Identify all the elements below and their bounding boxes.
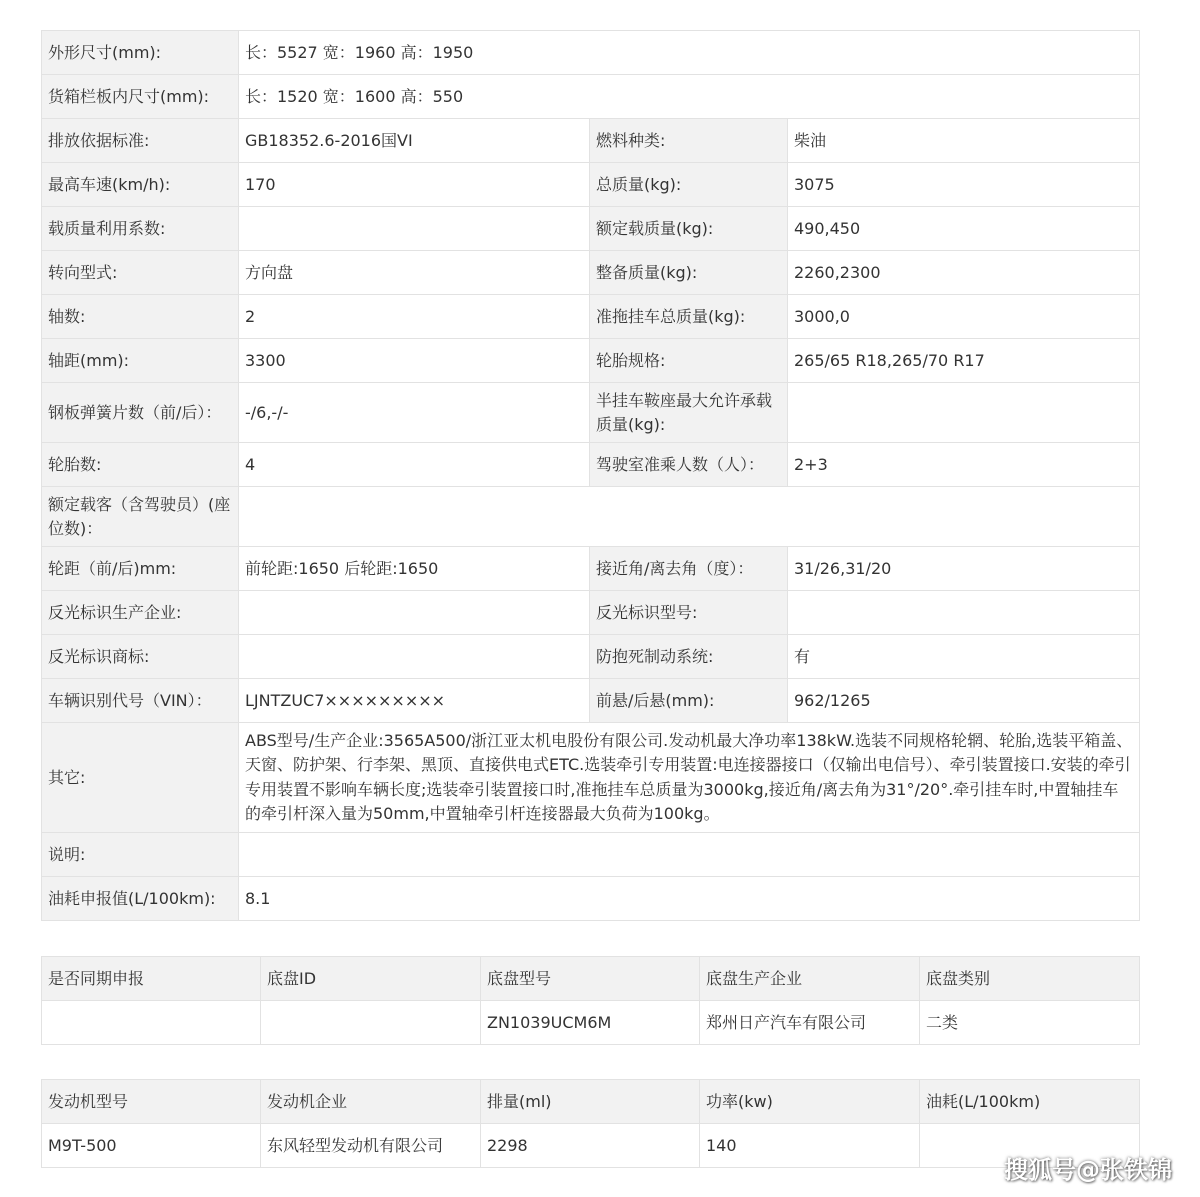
spec-value: 3300 [239, 339, 590, 383]
spec-value: 长：5527 宽：1960 高：1950 [239, 31, 1140, 75]
spec-label: 额定载质量(kg): [590, 207, 788, 251]
spec-row [42, 339, 1140, 383]
chassis-data-cell: 郑州日产汽车有限公司 [700, 1001, 920, 1045]
spec-value: 前轮距:1650 后轮距:1650 [239, 547, 590, 591]
spec-label: 货箱栏板内尺寸(mm): [42, 75, 239, 119]
spec-row [42, 679, 1140, 723]
spec-label: 说明: [42, 833, 239, 877]
chassis-data-cell [42, 1001, 261, 1045]
spec-label: 外形尺寸(mm): [42, 31, 239, 75]
spec-value: 170 [239, 163, 590, 207]
spec-row [42, 251, 1140, 295]
spec-value [239, 207, 590, 251]
spec-label: 半挂车鞍座最大允许承载质量(kg): [590, 383, 788, 443]
spec-label: 轮胎规格: [590, 339, 788, 383]
chassis-table [41, 956, 1140, 1045]
engine-header-cell: 排量(ml) [481, 1080, 700, 1124]
spec-label: 轴距(mm): [42, 339, 239, 383]
engine-header-row [42, 1080, 1140, 1124]
spec-label: 准拖挂车总质量(kg): [590, 295, 788, 339]
spec-value: 265/65 R18,265/70 R17 [788, 339, 1140, 383]
chassis-data-row [42, 1001, 1140, 1045]
spec-label: 前悬/后悬(mm): [590, 679, 788, 723]
chassis-header-cell: 是否同期申报 [42, 957, 261, 1001]
spec-value [239, 833, 1140, 877]
chassis-data-cell: 二类 [920, 1001, 1140, 1045]
spec-row [42, 163, 1140, 207]
spec-row [42, 487, 1140, 547]
chassis-header-cell: 底盘类别 [920, 957, 1140, 1001]
chassis-header-cell: 底盘生产企业 [700, 957, 920, 1001]
spec-row [42, 833, 1140, 877]
spec-row [42, 591, 1140, 635]
spec-label: 其它: [42, 723, 239, 833]
spec-row [42, 295, 1140, 339]
spec-label: 反光标识商标: [42, 635, 239, 679]
spec-value: 长：1520 宽：1600 高：550 [239, 75, 1140, 119]
engine-header-cell: 功率(kw) [700, 1080, 920, 1124]
spec-value: 31/26,31/20 [788, 547, 1140, 591]
engine-data-cell: 东风轻型发动机有限公司 [261, 1124, 481, 1168]
vehicle-spec-table [41, 30, 1140, 921]
spec-label: 反光标识生产企业: [42, 591, 239, 635]
spec-label: 油耗申报值(L/100km): [42, 877, 239, 921]
spec-label: 最高车速(km/h): [42, 163, 239, 207]
engine-data-cell: 2298 [481, 1124, 700, 1168]
spec-value: 490,450 [788, 207, 1140, 251]
spec-value: 962/1265 [788, 679, 1140, 723]
spec-value [788, 591, 1140, 635]
spec-label: 整备质量(kg): [590, 251, 788, 295]
spec-value: 2260,2300 [788, 251, 1140, 295]
spec-value: 方向盘 [239, 251, 590, 295]
spec-label: 轮胎数: [42, 443, 239, 487]
spec-value [239, 487, 1140, 547]
spec-row [42, 877, 1140, 921]
chassis-data-cell: ZN1039UCM6M [481, 1001, 700, 1045]
spec-row [42, 207, 1140, 251]
engine-data-cell: 140 [700, 1124, 920, 1168]
spec-label: 燃料种类: [590, 119, 788, 163]
spec-label: 反光标识型号: [590, 591, 788, 635]
spec-row [42, 75, 1140, 119]
spec-value: 2+3 [788, 443, 1140, 487]
spec-row [42, 635, 1140, 679]
spec-row [42, 119, 1140, 163]
spec-value: 3075 [788, 163, 1140, 207]
spec-value [788, 383, 1140, 443]
spec-value [239, 635, 590, 679]
watermark-text: 搜狐号@张铁锦 [1004, 1156, 1172, 1184]
spec-label: 轮距（前/后)mm: [42, 547, 239, 591]
spec-label: 总质量(kg): [590, 163, 788, 207]
spec-label: 额定载客（含驾驶员）(座位数)： [42, 487, 239, 547]
spec-value: 2 [239, 295, 590, 339]
spec-label: 排放依据标准: [42, 119, 239, 163]
spec-label: 防抱死制动系统: [590, 635, 788, 679]
chassis-data-cell [261, 1001, 481, 1045]
spec-value: 4 [239, 443, 590, 487]
spec-row [42, 383, 1140, 443]
spec-row [42, 31, 1140, 75]
spec-row [42, 443, 1140, 487]
spec-label: 钢板弹簧片数（前/后）： [42, 383, 239, 443]
engine-table [41, 1079, 1140, 1168]
spec-label: 车辆识别代号（VIN）： [42, 679, 239, 723]
spec-label: 接近角/离去角（度）： [590, 547, 788, 591]
spec-value: 8.1 [239, 877, 1140, 921]
engine-header-cell: 发动机企业 [261, 1080, 481, 1124]
spec-label: 轴数: [42, 295, 239, 339]
spec-label: 转向型式: [42, 251, 239, 295]
spec-value: 3000,0 [788, 295, 1140, 339]
spec-value: 柴油 [788, 119, 1140, 163]
engine-data-cell: M9T-500 [42, 1124, 261, 1168]
chassis-header-row [42, 957, 1140, 1001]
engine-header-cell: 发动机型号 [42, 1080, 261, 1124]
spec-label: 驾驶室准乘人数（人）： [590, 443, 788, 487]
spec-value: GB18352.6-2016国VI [239, 119, 590, 163]
spec-label: 载质量利用系数: [42, 207, 239, 251]
engine-header-cell: 油耗(L/100km) [920, 1080, 1140, 1124]
spec-value: LJNTZUC7××××××××× [239, 679, 590, 723]
spec-value: ABS型号/生产企业:3565A500/浙江亚太机电股份有限公司.发动机最大净功率138kW.选装不同规格轮辋、轮胎,选装平箱盖、天窗、防护架、行李架、黑顶、直接供电式ETC.选装牵引专用装置:电连接器接口（仅输出电信号）、牵引装置接口.安装的牵引专用装置不影响车辆长度;选装牵引装置接口时,准拖挂车总质量为3000kg,接近角/离去角为31°/20°.牵引挂车时,中置轴挂车的牵引杆深入量为50mm,中置轴牵引杆连接器最大负荷为100kg。 [239, 723, 1140, 833]
spec-value: 有 [788, 635, 1140, 679]
engine-data-row [42, 1124, 1140, 1168]
spec-value [239, 591, 590, 635]
spec-value: -/6,-/- [239, 383, 590, 443]
spec-row [42, 723, 1140, 833]
chassis-header-cell: 底盘ID [261, 957, 481, 1001]
chassis-header-cell: 底盘型号 [481, 957, 700, 1001]
spec-row [42, 547, 1140, 591]
